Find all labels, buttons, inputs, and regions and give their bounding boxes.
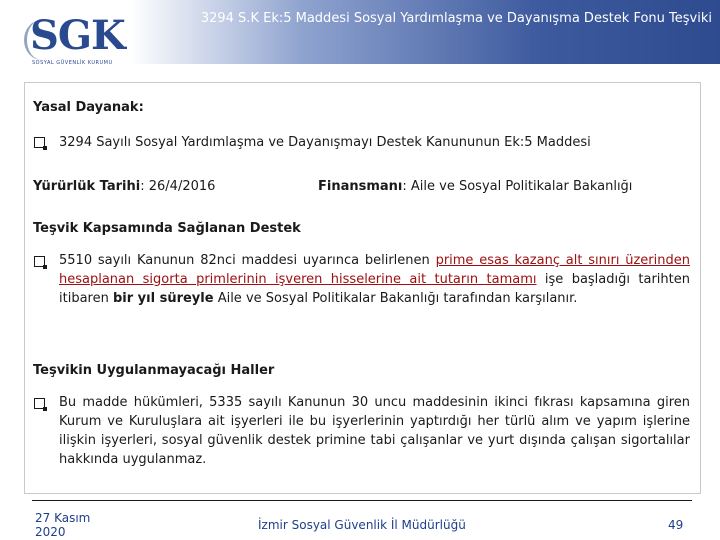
logo-text: SGK <box>30 12 125 59</box>
financing <box>318 177 632 196</box>
footer-date-line-1: 27 Kasım <box>35 511 91 525</box>
footer-date <box>35 511 90 539</box>
financing-label: Finansmanı <box>318 179 403 194</box>
scope-text-2: işe başladığı tarihten itibaren <box>59 272 690 306</box>
footer-date-line-2: 2020 <box>35 525 66 539</box>
page-number: 49 <box>668 518 684 532</box>
bullet-icon <box>34 256 45 267</box>
financing-value: : Aile ve Sosyal Politikalar Bakanlığı <box>402 179 633 194</box>
scope-heading: Teşvik Kapsamında Sağlanan Destek <box>33 221 301 236</box>
scope-text-highlight: prime esas kazanç alt sınırı üzerinden hesaplanan sigorta primlerinin işveren hisselerine ait tutarın tamamı <box>59 253 690 287</box>
slide-title: 3294 S.K Ek:5 Maddesi Sosyal Yardımlaşma ve Dayanışma Destek Fonu Teşviki <box>200 11 712 26</box>
header-bar <box>0 0 720 64</box>
effective-date-value: : 26/4/2016 <box>140 179 216 194</box>
scope-text-bold: bir yıl süreyle <box>112 291 214 306</box>
scope-paragraph <box>59 251 690 308</box>
legal-basis-heading: Yasal Dayanak: <box>33 100 144 115</box>
legal-basis-item: 3294 Sayılı Sosyal Yardımlaşma ve Dayanışmayı Destek Kanununun Ek:5 Maddesi <box>59 135 591 150</box>
exclusion-paragraph: Bu madde hükümleri, 5335 sayılı Kanunun 30 uncu maddesinin ikinci fıkrası kapsamına giren Kurum ve Kuruluşlara ait işyerleri ile bu işyerlerinin yaptırdığı her türlü alım ve yapım işlerine ilişkin işyerleri, sosyal güvenlik destek primine tabi çalışanlar ve yurt dışında çalışan sigortalılar hakkında uygulanmaz. <box>59 395 690 467</box>
footer-organization: İzmir Sosyal Güvenlik İl Müdürlüğü <box>258 518 466 532</box>
sgk-logo <box>14 8 134 66</box>
scope-text-1: 5510 sayılı Kanunun 82nci maddesi uyarınca belirlenen <box>59 253 436 268</box>
effective-date-label: Yürürlük Tarihi <box>33 179 141 194</box>
bullet-icon <box>34 398 45 409</box>
scope-text-3: Aile ve Sosyal Politikalar Bakanlığı tarafından karşılanır. <box>213 291 578 306</box>
bullet-icon <box>34 137 45 148</box>
footer-divider <box>32 500 692 501</box>
exclusion-heading: Teşvikin Uygulanmayacağı Haller <box>33 363 275 378</box>
logo-subtitle: SOSYAL GÜVENLİK KURUMU <box>32 60 113 66</box>
effective-date <box>33 177 215 196</box>
